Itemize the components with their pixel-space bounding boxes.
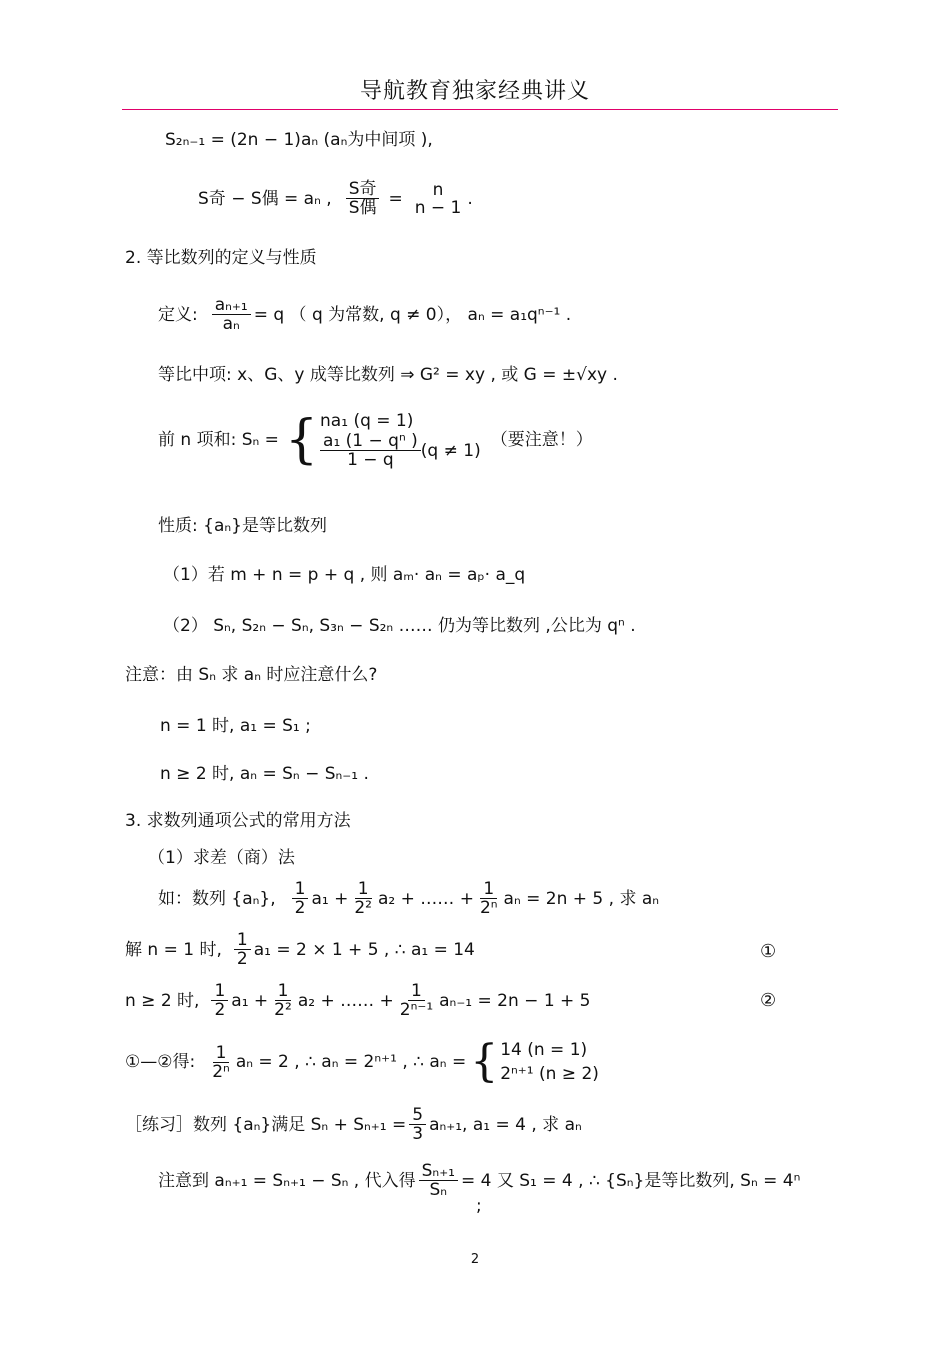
equation-marker-1: ① bbox=[760, 941, 777, 962]
method-difference-quotient: （1）求差（商）法 bbox=[148, 848, 295, 868]
note-case-n1: n = 1 时, a₁ = S₁ ; bbox=[160, 716, 311, 736]
section-heading-geometric: 2. 等比数列的定义与性质 bbox=[125, 248, 317, 268]
note-case-n2: n ≥ 2 时, aₙ = Sₙ − Sₙ₋₁ . bbox=[160, 764, 369, 784]
practice-line: ［练习］数列 {aₙ}满足 Sₙ + Sₙ₊₁ = $\frac{5}{3}$ aₙ₊₁, a₁ = 4 , 求 aₙ bbox=[125, 1105, 582, 1144]
property-1: （1）若 m + n = p + q , 则 aₘ· aₙ = aₚ· a_q bbox=[163, 565, 526, 585]
result-case-n1: 14 (n = 1) bbox=[500, 1040, 588, 1060]
property-2: （2） Sₙ, S₂ₙ − Sₙ, S₃ₙ − S₂ₙ …… 仍为等比数列 ,公比为 qⁿ . bbox=[163, 616, 636, 636]
sum-attention-note: （要注意！） bbox=[490, 429, 593, 450]
equation-odd-even: S奇 − S偶 = aₙ , $\frac{\text{S奇}}{\text{S偶}}$ = n n − 1 . bbox=[198, 179, 473, 218]
n-over-n-minus-1: n n − 1 bbox=[414, 179, 462, 218]
solution-step-2: n ≥ 2 时, $\frac{1}{2}$ a₁ + $\frac{1}{\text{2²}}$ a₂ + …… + $\frac{1}{\text{2ⁿ⁻¹}}$ aₙ₋₁ = 2n − 1 + 5 bbox=[125, 981, 591, 1020]
page-header-title: 导航教育独家经典讲义 bbox=[359, 79, 590, 104]
result-case-n2: 2ⁿ⁺¹ (n ≥ 2) bbox=[500, 1064, 599, 1084]
page-number: 2 bbox=[470, 1252, 480, 1267]
left-brace: { bbox=[470, 1036, 499, 1087]
odd-even-ratio: $\frac{\text{S奇}}{\text{S偶}}$ bbox=[346, 180, 380, 217]
equation-marker-2: ② bbox=[760, 990, 777, 1011]
notice-semicolon: ; bbox=[476, 1196, 482, 1216]
sum-formula: 前 n 项和: Sₙ = { na₁ (q = 1) $\frac{\text{a₁ (1 − qⁿ )}}{1 - q}$ (q ≠ 1) （要注意！） bbox=[158, 409, 593, 470]
section-heading-methods: 3. 求数列通项公式的常用方法 bbox=[125, 811, 351, 831]
equation-s2n-1: S₂ₙ₋₁ = (2n − 1)aₙ (aₙ为中间项 ), bbox=[165, 130, 433, 150]
notice-line: 注意到 aₙ₊₁ = Sₙ₊₁ − Sₙ , 代入得 $\frac{\text{Sₙ₊₁}}{\text{Sₙ}}$ = 4 又 S₁ = 4 , ∴ {Sₙ}是等比数列, Sₙ = 4ⁿ bbox=[158, 1161, 801, 1200]
sum-case-q-not-1: $\frac{\text{a₁ (1 − qⁿ )}}{1 - q}$ (q ≠ 1) bbox=[320, 432, 481, 469]
difference-result: ①—②得: $\frac{1}{\text{2ⁿ}}$ aₙ = 2 , ∴ aₙ = 2ⁿ⁺¹ , ∴ aₙ = { 14 (n = 1) 2ⁿ⁺¹ (n ≥ 2) bbox=[125, 1036, 599, 1087]
definition-ratio: $\frac{\text{aₙ₊₁}}{\text{aₙ}}$ bbox=[212, 296, 251, 333]
left-brace: { bbox=[284, 409, 319, 470]
header-divider bbox=[122, 109, 838, 110]
properties-label: 性质: {aₙ}是等比数列 bbox=[158, 516, 327, 536]
note-heading: 注意：由 Sₙ 求 aₙ 时应注意什么? bbox=[125, 665, 378, 685]
geometric-mean-line: 等比中项: x、G、y 成等比数列 ⇒ G² = xy , 或 G = ±√xy . bbox=[158, 365, 618, 385]
odd-even-diff: S奇 − S偶 = aₙ , bbox=[198, 188, 332, 209]
example-line: 如：数列 {aₙ}, $\frac{1}{2}$ a₁ + $\frac{1}{\text{2²}}$ a₂ + …… + $\frac{1}{\text{2ⁿ}}$ aₙ = 2n + 5 , 求 aₙ bbox=[158, 879, 660, 918]
sum-case-q-equals-1: na₁ (q = 1) bbox=[320, 411, 414, 431]
definition-line: 定义: $\frac{\text{aₙ₊₁}}{\text{aₙ}}$ = q （ q 为常数, q ≠ 0）， aₙ = a₁qⁿ⁻¹ . bbox=[158, 295, 572, 334]
solution-step-1: 解 n = 1 时, $\frac{1}{2}$ a₁ = 2 × 1 + 5 , ∴ a₁ = 14 bbox=[125, 930, 475, 969]
